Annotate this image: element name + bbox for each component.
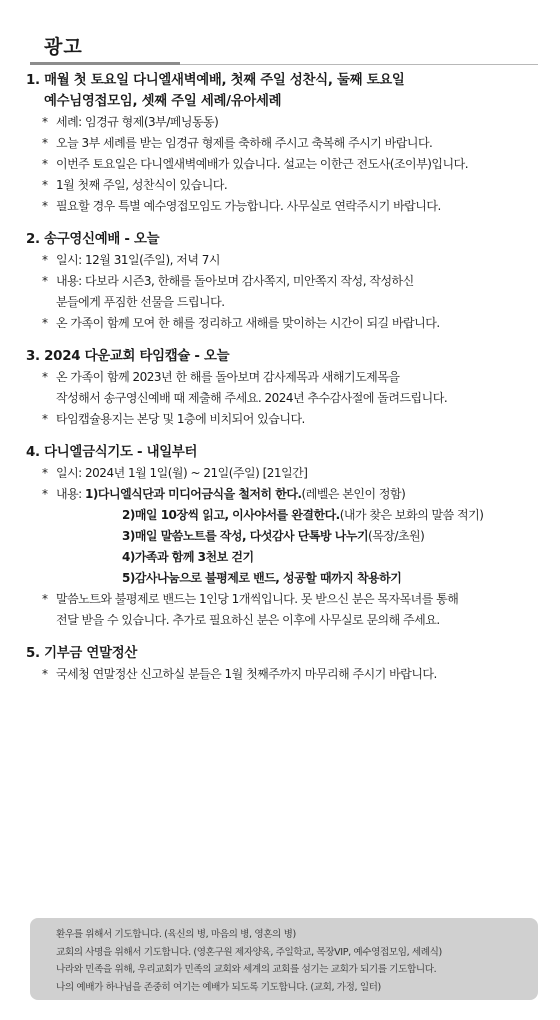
rule-note: (레벨은 본인이 정함) bbox=[301, 487, 406, 501]
rule-text: 5)감사나눔으로 불평제로 밴드, 성공할 때까지 착용하기 bbox=[122, 571, 402, 585]
rule-text: 1)다니엘식단과 미디어금식을 철저히 한다. bbox=[85, 487, 302, 501]
list-item bbox=[26, 664, 536, 685]
section-title: 2. 송구영신예배 - 오늘 bbox=[26, 232, 160, 247]
list-item bbox=[26, 463, 536, 484]
announcements-header bbox=[30, 34, 538, 65]
section-5 bbox=[26, 643, 536, 685]
list-item bbox=[26, 367, 536, 409]
section-4 bbox=[26, 442, 536, 631]
list-item bbox=[26, 133, 536, 154]
item-text: 이번주 토요일은 다니엘새벽예배가 있습니다. 설교는 이한근 전도사(조이부)입니다. bbox=[56, 157, 469, 171]
list-item bbox=[26, 271, 536, 313]
section-title-line: 1. 매월 첫 토요일 다니엘새벽예배, 첫째 주일 성찬식, 둘째 토요일 bbox=[26, 73, 405, 88]
bullet-star: * bbox=[42, 487, 48, 501]
section-1 bbox=[26, 70, 536, 217]
bullet-star: * bbox=[42, 274, 48, 288]
bullet-star: * bbox=[42, 115, 48, 129]
rule-note: (목장/초원) bbox=[368, 529, 425, 543]
item-text: 세례: 임경규 형제(3부/페닝동동) bbox=[56, 115, 219, 129]
list-item bbox=[26, 250, 536, 271]
bullet-star: * bbox=[42, 157, 48, 171]
section-title: 4. 다니엘금식기도 - 내일부터 bbox=[26, 445, 198, 460]
list-item bbox=[26, 589, 536, 631]
rule-text: 2)매일 10장씩 읽고, 이사야서를 완결한다. bbox=[122, 508, 340, 522]
item-text: 작성해서 송구영신예배 때 제출해 주세요. 2024년 추수감사절에 돌려드립니다. bbox=[56, 391, 448, 405]
section-title-line: 예수님영접모임, 셋째 주일 세례/유아세례 bbox=[44, 94, 282, 109]
list-item bbox=[26, 175, 536, 196]
prayer-box bbox=[30, 918, 538, 1000]
bullet-star: * bbox=[42, 136, 48, 150]
prayer-line: 교회의 사명을 위해서 기도합니다. (영혼구원 제자양육, 주일학교, 목장VIP, 예수영접모임, 세례식) bbox=[56, 946, 442, 958]
item-text: 내용: 다보라 시즌3, 한해를 돌아보며 감사쪽지, 미안쪽지 작성, 작성하신 bbox=[56, 274, 414, 288]
prayer-line: 환우를 위해서 기도합니다. (육신의 병, 마음의 병, 영혼의 병) bbox=[56, 929, 296, 940]
section-title bbox=[26, 70, 536, 112]
bullet-star: * bbox=[42, 178, 48, 192]
prayer-line: 나의 예배가 하나님을 존중히 여기는 예배가 되도록 기도합니다. (교회, 가정, 일터) bbox=[56, 981, 381, 993]
item-text: 온 가족이 함께 모여 한 해를 정리하고 새해를 맞이하는 시간이 되길 바랍니다. bbox=[56, 316, 440, 330]
item-text: 전달 받을 수 있습니다. 추가로 필요하신 분은 이후에 사무실로 문의해 주세요. bbox=[56, 613, 440, 627]
rule-text: 4)가족과 함께 3천보 걷기 bbox=[122, 550, 254, 564]
announcement-list bbox=[26, 70, 536, 697]
item-text: 일시: 12월 31일(주일), 저녁 7시 bbox=[56, 253, 220, 267]
item-text: 필요할 경우 특별 예수영접모임도 가능합니다. 사무실로 연락주시기 바랍니다. bbox=[56, 199, 441, 213]
item-text: 오늘 3부 세례를 받는 임경규 형제를 축하해 주시고 축복해 주시기 바랍니다. bbox=[56, 136, 433, 150]
bullet-star: * bbox=[42, 370, 48, 384]
page-title: 광고 bbox=[44, 36, 83, 58]
item-text: 말씀노트와 불평제로 밴드는 1인당 1개씩입니다. 못 받으신 분은 목자목녀를 통해 bbox=[56, 592, 459, 606]
bullet-star: * bbox=[42, 412, 48, 426]
rule-text: 3)매일 말씀노트를 작성, 다섯감사 단톡방 나누기 bbox=[122, 529, 369, 543]
bullet-star: * bbox=[42, 316, 48, 330]
bullet-star: * bbox=[42, 253, 48, 267]
list-item bbox=[26, 484, 536, 589]
section-title: 5. 기부금 연말정산 bbox=[26, 646, 137, 661]
title-underline bbox=[30, 62, 538, 65]
item-text: 온 가족이 함께 2023년 한 해를 돌아보며 감사제목과 새해기도제목을 bbox=[56, 370, 400, 384]
prayer-line: 나라와 민족을 위해, 우리교회가 민족의 교회와 세계의 교회를 섬기는 교회가 되기를 기도합니다. bbox=[56, 964, 437, 975]
item-text: 국세청 연말정산 신고하실 분들은 1월 첫째주까지 마무리해 주시기 바랍니다. bbox=[56, 667, 437, 681]
content-label: 내용: bbox=[56, 487, 86, 501]
bullet-star: * bbox=[42, 199, 48, 213]
section-title: 3. 2024 다운교회 타임캡슐 - 오늘 bbox=[26, 349, 230, 364]
list-item bbox=[26, 196, 536, 217]
section-2 bbox=[26, 229, 536, 334]
bullet-star: * bbox=[42, 592, 48, 606]
bullet-star: * bbox=[42, 466, 48, 480]
bullet-star: * bbox=[42, 667, 48, 681]
list-item bbox=[26, 112, 536, 133]
item-text: 1월 첫째 주일, 성찬식이 있습니다. bbox=[56, 178, 228, 192]
list-item bbox=[26, 313, 536, 334]
list-item bbox=[26, 154, 536, 175]
item-text: 분들에게 푸짐한 선물을 드립니다. bbox=[56, 295, 225, 309]
section-3 bbox=[26, 346, 536, 430]
list-item bbox=[26, 409, 536, 430]
item-text: 일시: 2024년 1월 1일(월) ~ 21일(주일) [21일간] bbox=[56, 466, 308, 480]
rule-note: (내가 찾은 보화의 말씀 적기) bbox=[339, 508, 484, 522]
item-text: 타임캡슐용지는 본당 및 1층에 비치되어 있습니다. bbox=[56, 412, 305, 426]
